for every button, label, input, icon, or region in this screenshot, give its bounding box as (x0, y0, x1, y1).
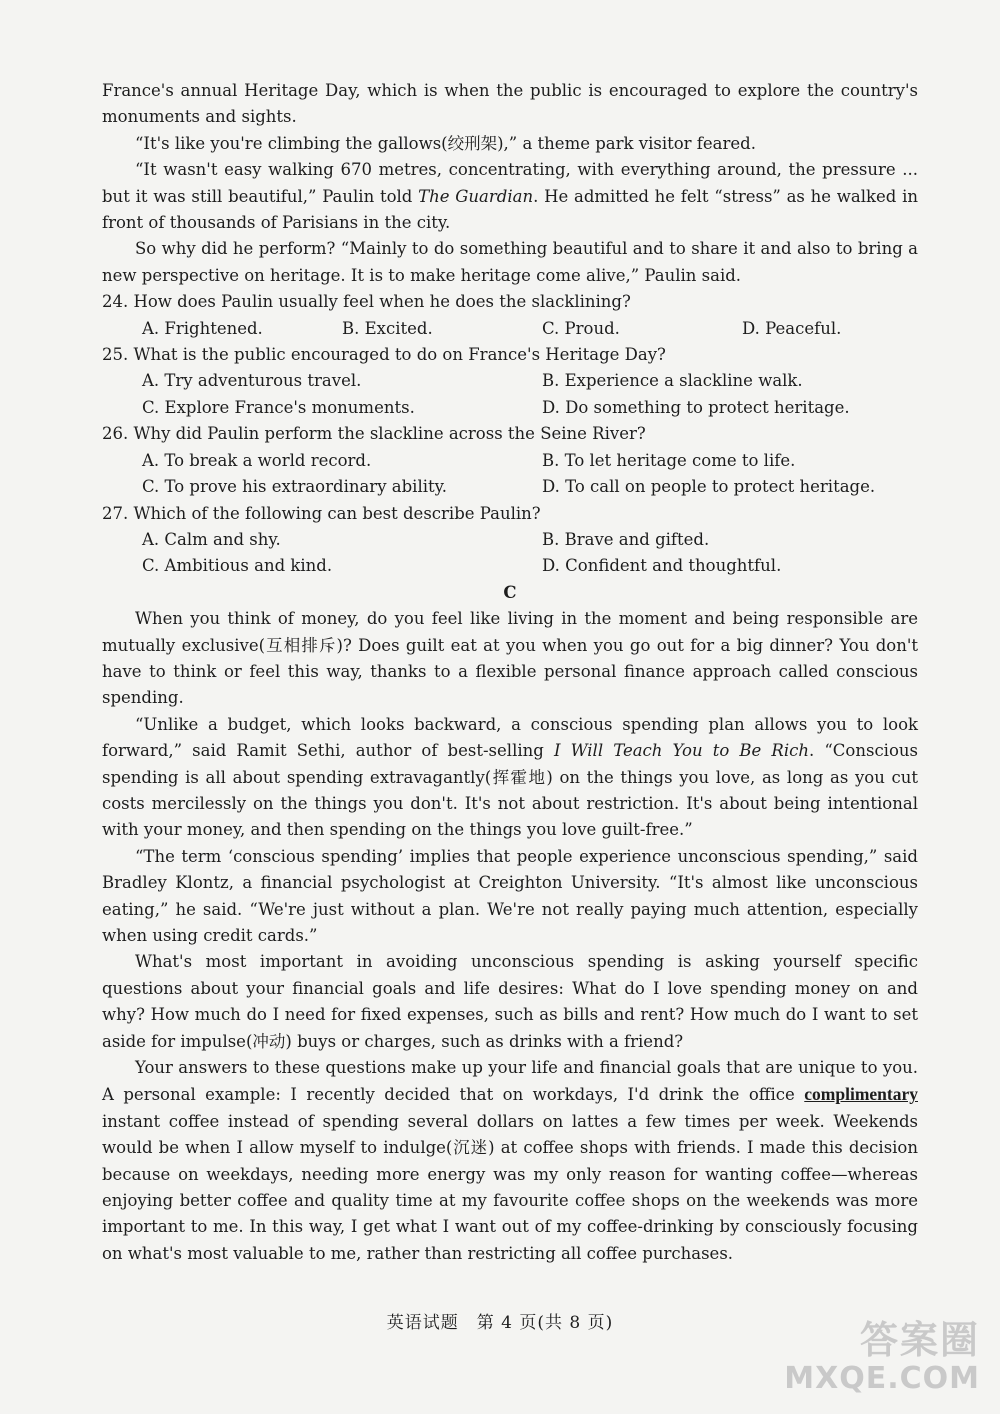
passage-c-paragraph-2 (102, 712, 918, 844)
option-row (102, 368, 918, 394)
question-25 (102, 342, 918, 421)
underlined-word: complimentary (804, 1084, 918, 1105)
option-c[interactable]: C. Explore France's monuments. (142, 397, 415, 417)
option-d[interactable]: D. Do something to protect heritage. (542, 397, 850, 417)
sethi-quote-before: “Unlike a budget, which looks backward, a conscious spending plan allows you to look forward,” said Ramit Sethi, author of best-selling (102, 714, 918, 761)
option-c[interactable]: C. Proud. (542, 318, 620, 338)
option-a[interactable]: A. Try adventurous travel. (142, 371, 362, 391)
option-row (102, 527, 918, 553)
passage-c-paragraph-5 (102, 1055, 918, 1267)
option-row (102, 395, 918, 421)
option-c[interactable]: C. To prove his extraordinary ability. (142, 477, 448, 497)
example-after: instant coffee instead of spending several dollars on lattes a few times per week. Weekends would be when I allow myself to indulge(沉迷) at coffee shops with friends. I made this decision because on weekdays, needing more energy was my only reason for wanting coffee—whereas enjoying better coffee and quality time at my favourite coffee shops on the weekends was more important to me. In this way, I get what I want out of my coffee-drinking by consciously focusing on what's most valuable to me, rather than restricting all coffee purchases. (102, 1111, 918, 1263)
watermark-url: MXQE.COM (784, 1361, 980, 1396)
option-row (102, 316, 918, 342)
why-perform-paragraph: So why did he perform? “Mainly to do something beautiful and to share it and also to bring a new perspective on heritage. It is to make heritage come alive,” Paulin said. (102, 239, 918, 285)
example-before: Your answers to these questions make up your life and financial goals that are unique to you. A personal example: I recently decided that on workdays, I'd drink the office (102, 1058, 918, 1105)
passage-c-paragraph-1: When you think of money, do you feel like living in the moment and being responsible are mutually exclusive(互相排斥)? Does guilt eat at you when you go out for a big dinner? You don't have to think or feel this way, thanks to a flexible personal finance approach called conscious spending. (102, 609, 918, 708)
question-stem: 24. How does Paulin usually feel when he does the slacklining? (102, 292, 631, 312)
passage-c-paragraph-3: “The term ‘conscious spending’ implies that people experience unconscious spending,” said Bradley Klontz, a financial psychologist at Creighton University. “It's almost like unconscious eating,” he said. “We're just without a plan. We're not really paying much attention, especially when using credit cards.” (102, 846, 918, 945)
option-a[interactable]: A. To break a world record. (142, 450, 372, 470)
visitor-quote: “It's like you're climbing the gallows(绞刑架),” a theme park visitor feared. (135, 133, 756, 153)
question-stem: 25. What is the public encouraged to do on France's Heritage Day? (102, 345, 666, 365)
question-27 (102, 501, 918, 580)
option-a[interactable]: A. Frightened. (142, 318, 263, 338)
option-c[interactable]: C. Ambitious and kind. (142, 556, 333, 576)
option-b[interactable]: B. Brave and gifted. (542, 529, 710, 549)
option-d[interactable]: D. Peaceful. (742, 318, 842, 338)
question-stem: 27. Which of the following can best describe Paulin? (102, 503, 541, 523)
paulin-quote-paragraph (102, 157, 918, 236)
option-a[interactable]: A. Calm and shy. (142, 529, 281, 549)
book-title: I Will Teach You to Be Rich (553, 741, 809, 761)
option-b[interactable]: B. Experience a slackline walk. (542, 371, 803, 391)
paulin-quote-after: . He admitted he felt “stress” as he walked in front of thousands of Parisians in the city. (102, 186, 918, 233)
passage-b-continuation: France's annual Heritage Day, which is when the public is encouraged to explore the country's monuments and sights. (102, 81, 918, 127)
sethi-quote-after: . “Conscious spending is all about spending extravagantly(挥霍地) on the things you love, as long as you cut costs mercilessly on the things you don't. It's not about restriction. It's about being intentional with your money, and then spending on the things you love guilt-free.” (102, 741, 918, 840)
paulin-quote-before: “It wasn't easy walking 670 metres, concentrating, with everything around, the pressure ... but it was still beautiful,” Paulin told (102, 160, 918, 206)
option-row (102, 474, 918, 500)
option-b[interactable]: B. Excited. (342, 318, 433, 338)
page-content (102, 78, 918, 1267)
question-stem: 26. Why did Paulin perform the slackline across the Seine River? (102, 424, 646, 444)
option-b[interactable]: B. To let heritage come to life. (542, 450, 796, 470)
watermark (640, 1318, 980, 1400)
option-d[interactable]: D. To call on people to protect heritage. (542, 477, 876, 497)
page-footer: 英语试题 第 4 页(共 8 页) (386, 1313, 614, 1333)
question-26 (102, 421, 918, 500)
passage-c-paragraph-4: What's most important in avoiding unconscious spending is asking yourself specific questions about your financial goals and life desires: What do I love spending money on and why? How much do I need for fixed expenses, such as bills and rent? How much do I want to set aside for impulse(冲动) buys or charges, such as drinks with a friend? (102, 952, 918, 1051)
section-heading-c: C (503, 582, 517, 602)
option-row (102, 448, 918, 474)
watermark-logo-text: 答案圈 (859, 1318, 980, 1362)
option-row (102, 553, 918, 579)
option-d[interactable]: D. Confident and thoughtful. (542, 556, 782, 576)
newspaper-name: The Guardian (418, 186, 534, 206)
question-24 (102, 289, 918, 342)
